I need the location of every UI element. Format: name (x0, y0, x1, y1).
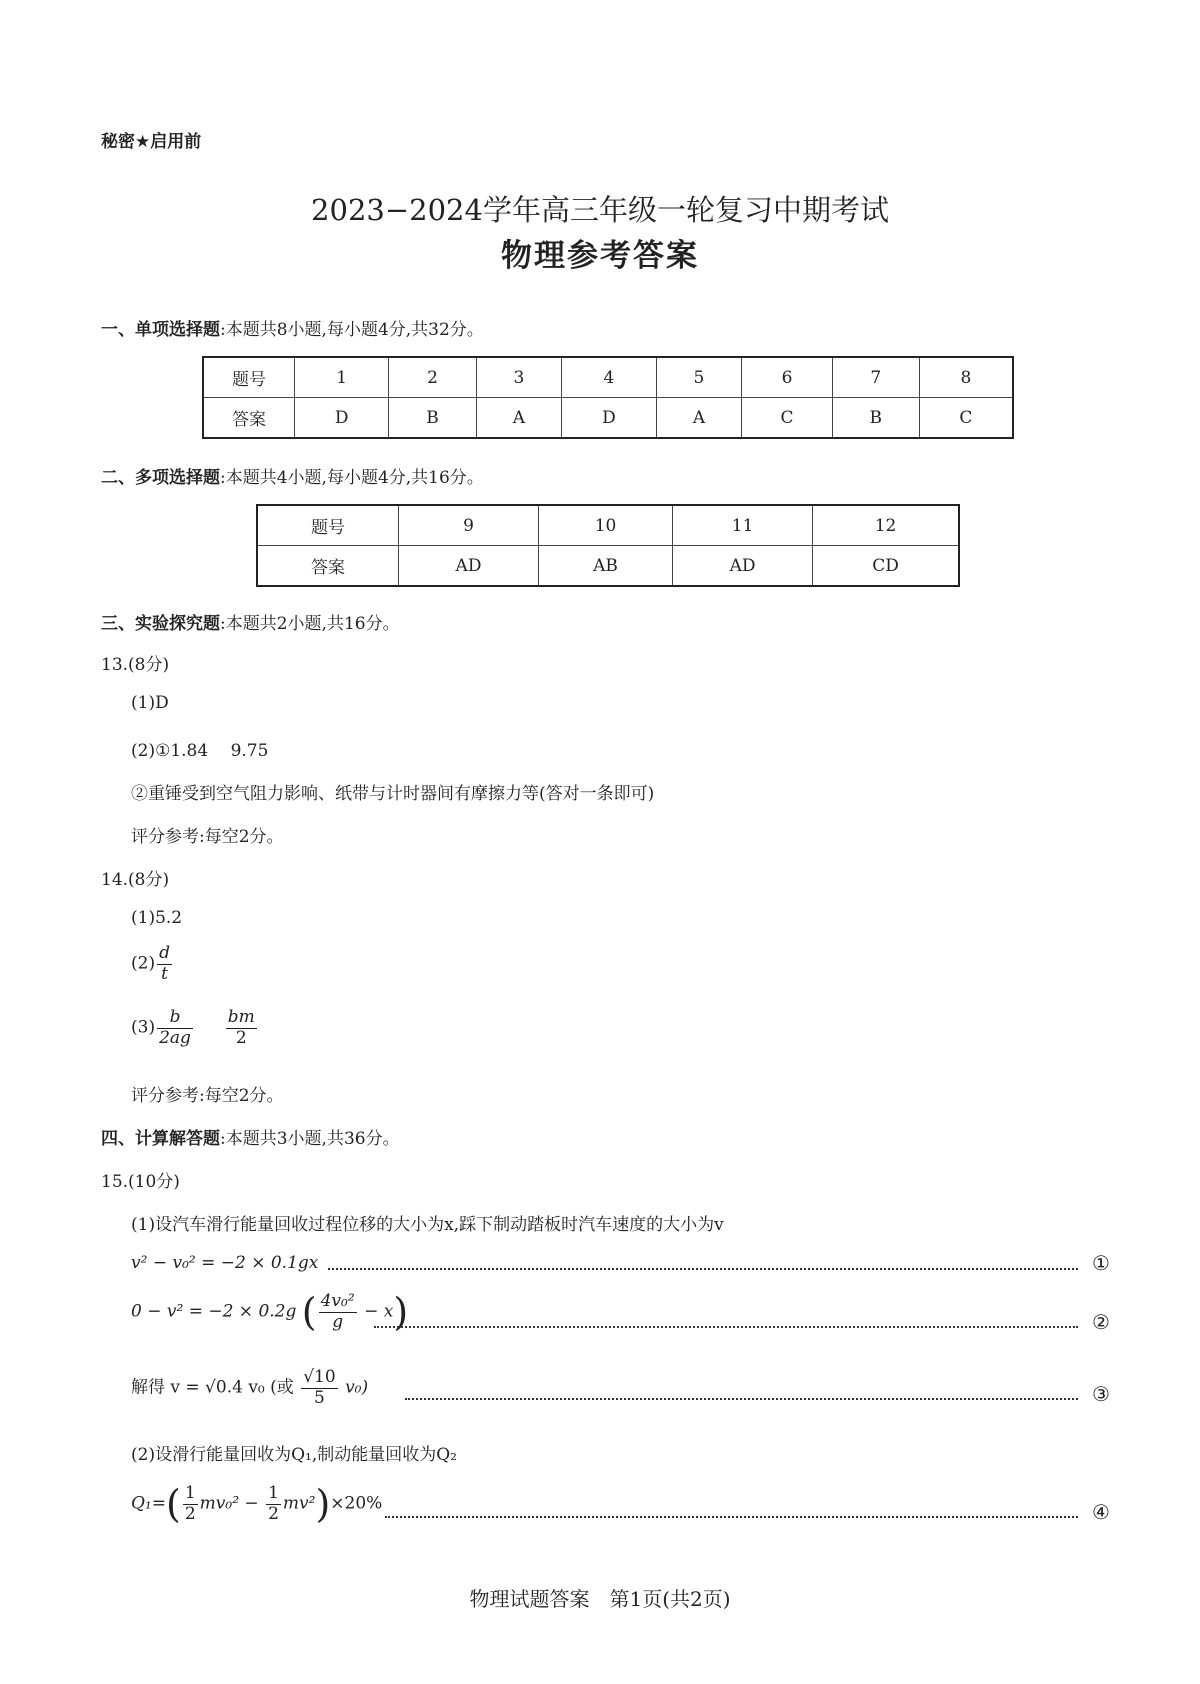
section-4-title: 四、计算解答题 (101, 1129, 220, 1149)
equation-marker-3: ③ (1092, 1382, 1110, 1406)
numerator: 4v₀² (320, 1291, 355, 1311)
q14-part3 (131, 1008, 259, 1048)
equation-marker-4: ④ (1092, 1500, 1110, 1524)
answer-cell: B (832, 398, 919, 439)
answer-cell: CD (813, 546, 959, 587)
numerator: b (157, 1008, 193, 1029)
equation-marker-1: ① (1092, 1251, 1110, 1275)
q13-part2-reason: ②重锤受到空气阻力影响、纸带与计时器间有摩擦力等(答对一条即可) (131, 784, 655, 804)
numerator: 1 (184, 1483, 196, 1503)
answer-cell: A (476, 398, 562, 439)
denominator: 2 (235, 1027, 247, 1048)
fraction (226, 1008, 257, 1048)
equation-2: 0 − v² = −2 × 0.2g ( $\frac{\text{4v₀²}}{g}$ − x) (131, 1290, 409, 1335)
section-1-desc: :本题共8小题,每小题4分,共32分。 (220, 320, 484, 340)
section-2-desc: :本题共4小题,每小题4分,共16分。 (220, 468, 484, 488)
q15-title: 15.(10分) (101, 1172, 180, 1192)
answer-cell: AD (673, 546, 813, 587)
table-row (257, 505, 959, 546)
question-number: 1 (295, 357, 389, 398)
q13-title: 13.(8分) (101, 655, 170, 675)
section-4-heading (101, 1124, 400, 1149)
q13-scoring: 评分参考:每空2分。 (131, 827, 284, 847)
left-paren: ( (166, 1482, 181, 1527)
question-number: 6 (742, 357, 832, 398)
q14-part2-label: (2) (131, 953, 156, 974)
fraction (319, 1292, 357, 1332)
row-label: 答案 (203, 398, 295, 439)
section-1-heading (101, 315, 484, 340)
answer-cell: A (656, 398, 742, 439)
q14-title: 14.(8分) (101, 870, 170, 890)
answer-cell: C (742, 398, 832, 439)
section-3-heading (101, 609, 400, 634)
dot-leader (328, 1268, 1078, 1270)
denominator: 2ag (159, 1027, 191, 1048)
section-2-heading (101, 463, 484, 488)
row-label: 答案 (257, 546, 399, 587)
right-paren: ) (393, 1290, 409, 1335)
denominator: 2 (268, 1503, 279, 1524)
q13-part2: (2)①1.84 9.75 (131, 741, 269, 761)
left-paren: ( (301, 1290, 317, 1335)
question-number: 11 (673, 505, 813, 546)
single-choice-answer-table (202, 356, 1014, 439)
answer-cell: D (562, 398, 656, 439)
question-number: 12 (813, 505, 959, 546)
section-3-desc: :本题共2小题,共16分。 (220, 614, 400, 634)
numerator: √10 (303, 1367, 336, 1387)
answer-cell: AB (539, 546, 673, 587)
table-row (203, 357, 1013, 398)
row-label: 题号 (203, 357, 295, 398)
q14-scoring: 评分参考:每空2分。 (131, 1086, 284, 1106)
question-number: 7 (832, 357, 919, 398)
fraction (157, 944, 172, 984)
section-3-title: 三、实验探究题 (101, 614, 220, 634)
dot-leader (405, 1398, 1078, 1400)
question-number: 8 (919, 357, 1013, 398)
question-number: 3 (476, 357, 562, 398)
exam-title: 2023−2024学年高三年级一轮复习中期考试 (311, 193, 889, 227)
answer-cell: D (295, 398, 389, 439)
q14-part1: (1)5.2 (131, 908, 183, 928)
multi-choice-answer-table (256, 504, 960, 587)
answer-cell: C (919, 398, 1013, 439)
dot-leader (374, 1326, 1078, 1328)
equation-marker-2: ② (1092, 1310, 1110, 1334)
equation-4: Q₁=( $\frac{1}{2}$ mv₀² − $\frac{1}{2}$ mv²)×20% (131, 1482, 383, 1527)
q15-part2-setup: (2)设滑行能量回收为Q₁,制动能量回收为Q₂ (131, 1445, 457, 1465)
numerator: bm (227, 1007, 255, 1027)
page-footer: 物理试题答案 第1页(共2页) (469, 1587, 731, 1611)
question-number: 5 (656, 357, 742, 398)
denominator: g (332, 1311, 344, 1332)
fraction (183, 1484, 198, 1524)
denominator: t (161, 963, 168, 984)
denominator: 5 (314, 1387, 325, 1408)
confidential-label: 秘密★启用前 (101, 132, 202, 152)
question-number: 4 (562, 357, 656, 398)
fraction (266, 1484, 281, 1524)
q14-part2 (131, 944, 174, 984)
equation-1: v² − v₀² = −2 × 0.1gx (131, 1253, 319, 1273)
equation-3: 解得 v = √0.4 v₀ (或 $\frac{√10}{5}$ v₀) (131, 1367, 369, 1408)
question-number: 2 (389, 357, 476, 398)
numerator: 1 (268, 1483, 279, 1503)
table-row (257, 546, 959, 587)
q13-part1: (1)D (131, 693, 169, 713)
q15-part1-setup: (1)设汽车滑行能量回收过程位移的大小为x,踩下制动踏板时汽车速度的大小为v (131, 1215, 724, 1235)
fraction (157, 1008, 193, 1048)
question-number: 9 (399, 505, 539, 546)
fraction (301, 1368, 337, 1408)
answer-cell: AD (399, 546, 539, 587)
answer-key-title: 物理参考答案 (501, 238, 699, 274)
denominator: 2 (184, 1503, 196, 1524)
section-2-title: 二、多项选择题 (101, 468, 220, 488)
right-paren: ) (315, 1482, 331, 1527)
table-row (203, 398, 1013, 439)
numerator: d (159, 943, 170, 963)
section-1-title: 一、单项选择题 (101, 320, 220, 340)
dot-leader (385, 1516, 1078, 1518)
section-4-desc: :本题共3小题,共36分。 (220, 1129, 400, 1149)
answer-cell: B (389, 398, 476, 439)
q14-part3-label: (3) (131, 1017, 156, 1038)
question-number: 10 (539, 505, 673, 546)
row-label: 题号 (257, 505, 399, 546)
